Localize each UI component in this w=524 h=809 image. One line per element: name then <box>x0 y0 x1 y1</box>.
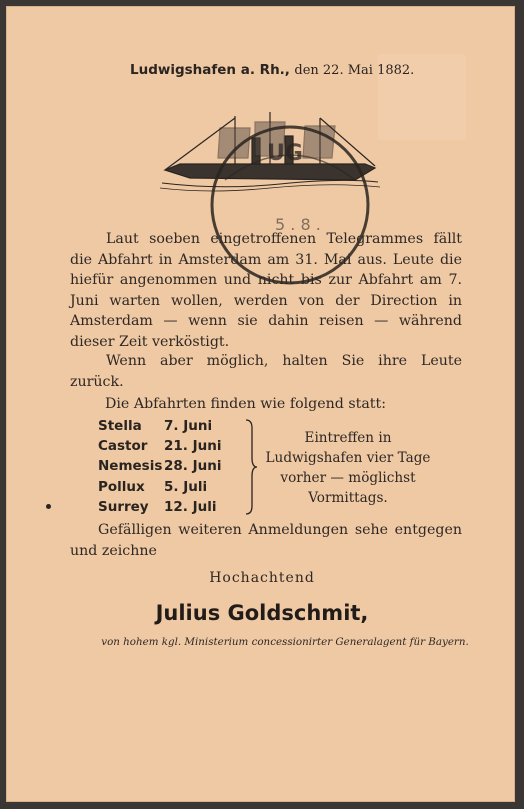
body-paragraph-1: Laut soeben eingetroffenen Telegrammes fällt die Abfahrt in Amsterdam am 31. Mai aus. Leute die hiefür angenommen und nicht bis zur Abfahrt am 7. Juni warten wollen, werden von der Direction in Amsterdam — wenn sie dahin reisen — während dieser Zeit verköstigt. <box>70 231 462 350</box>
schedule-note: Eintreffen in Ludwigshafen vier Tage vorher — möglichst Vormittags. <box>265 430 431 506</box>
departure-date: 28. Juni <box>164 458 222 475</box>
ship-name: Castor <box>98 438 148 455</box>
ship-name: Nemesis <box>98 458 163 475</box>
schedule-row <box>98 497 242 517</box>
departure-date: 5. Juli <box>164 478 208 495</box>
body-paragraph-4: Gefälligen weiteren Anmeldungen sehe entgegen und zeichne <box>70 522 462 559</box>
body-paragraph-2: Wenn aber möglich, halten Sie ihre Leute zurück. <box>70 353 462 390</box>
signature-title: von hohem kgl. Ministerium concessionirter Generalagent für Bayern. <box>101 636 469 648</box>
schedule-row <box>98 477 242 497</box>
schedule-row <box>98 456 242 476</box>
departure-date: 7. Juni <box>164 418 213 434</box>
letter-header <box>130 62 460 78</box>
body-paragraph-3: Die Abfahrten finden wie folgend statt: <box>105 396 386 412</box>
ship-name: Pollux <box>98 478 145 495</box>
departure-date: 21. Juni <box>164 438 222 455</box>
departure-schedule <box>98 416 242 517</box>
header-date: den 22. Mai 1882. <box>294 63 415 78</box>
signature-name: Julius Goldschmit, <box>155 601 369 625</box>
header-city: Ludwigshafen a. Rh., <box>130 62 290 78</box>
curly-brace-icon <box>242 418 258 516</box>
schedule-row <box>98 416 242 436</box>
ink-dot <box>46 504 51 509</box>
ship-name: Stella <box>98 418 142 434</box>
closing-salutation: Hochachtend <box>209 570 315 586</box>
svg-text:5 . 8 .: 5 . 8 . <box>275 215 321 234</box>
svg-text:UG: UG <box>267 141 303 166</box>
schedule-row <box>98 436 242 456</box>
departure-date: 12. Juli <box>164 498 217 515</box>
ship-name: Surrey <box>98 498 149 515</box>
